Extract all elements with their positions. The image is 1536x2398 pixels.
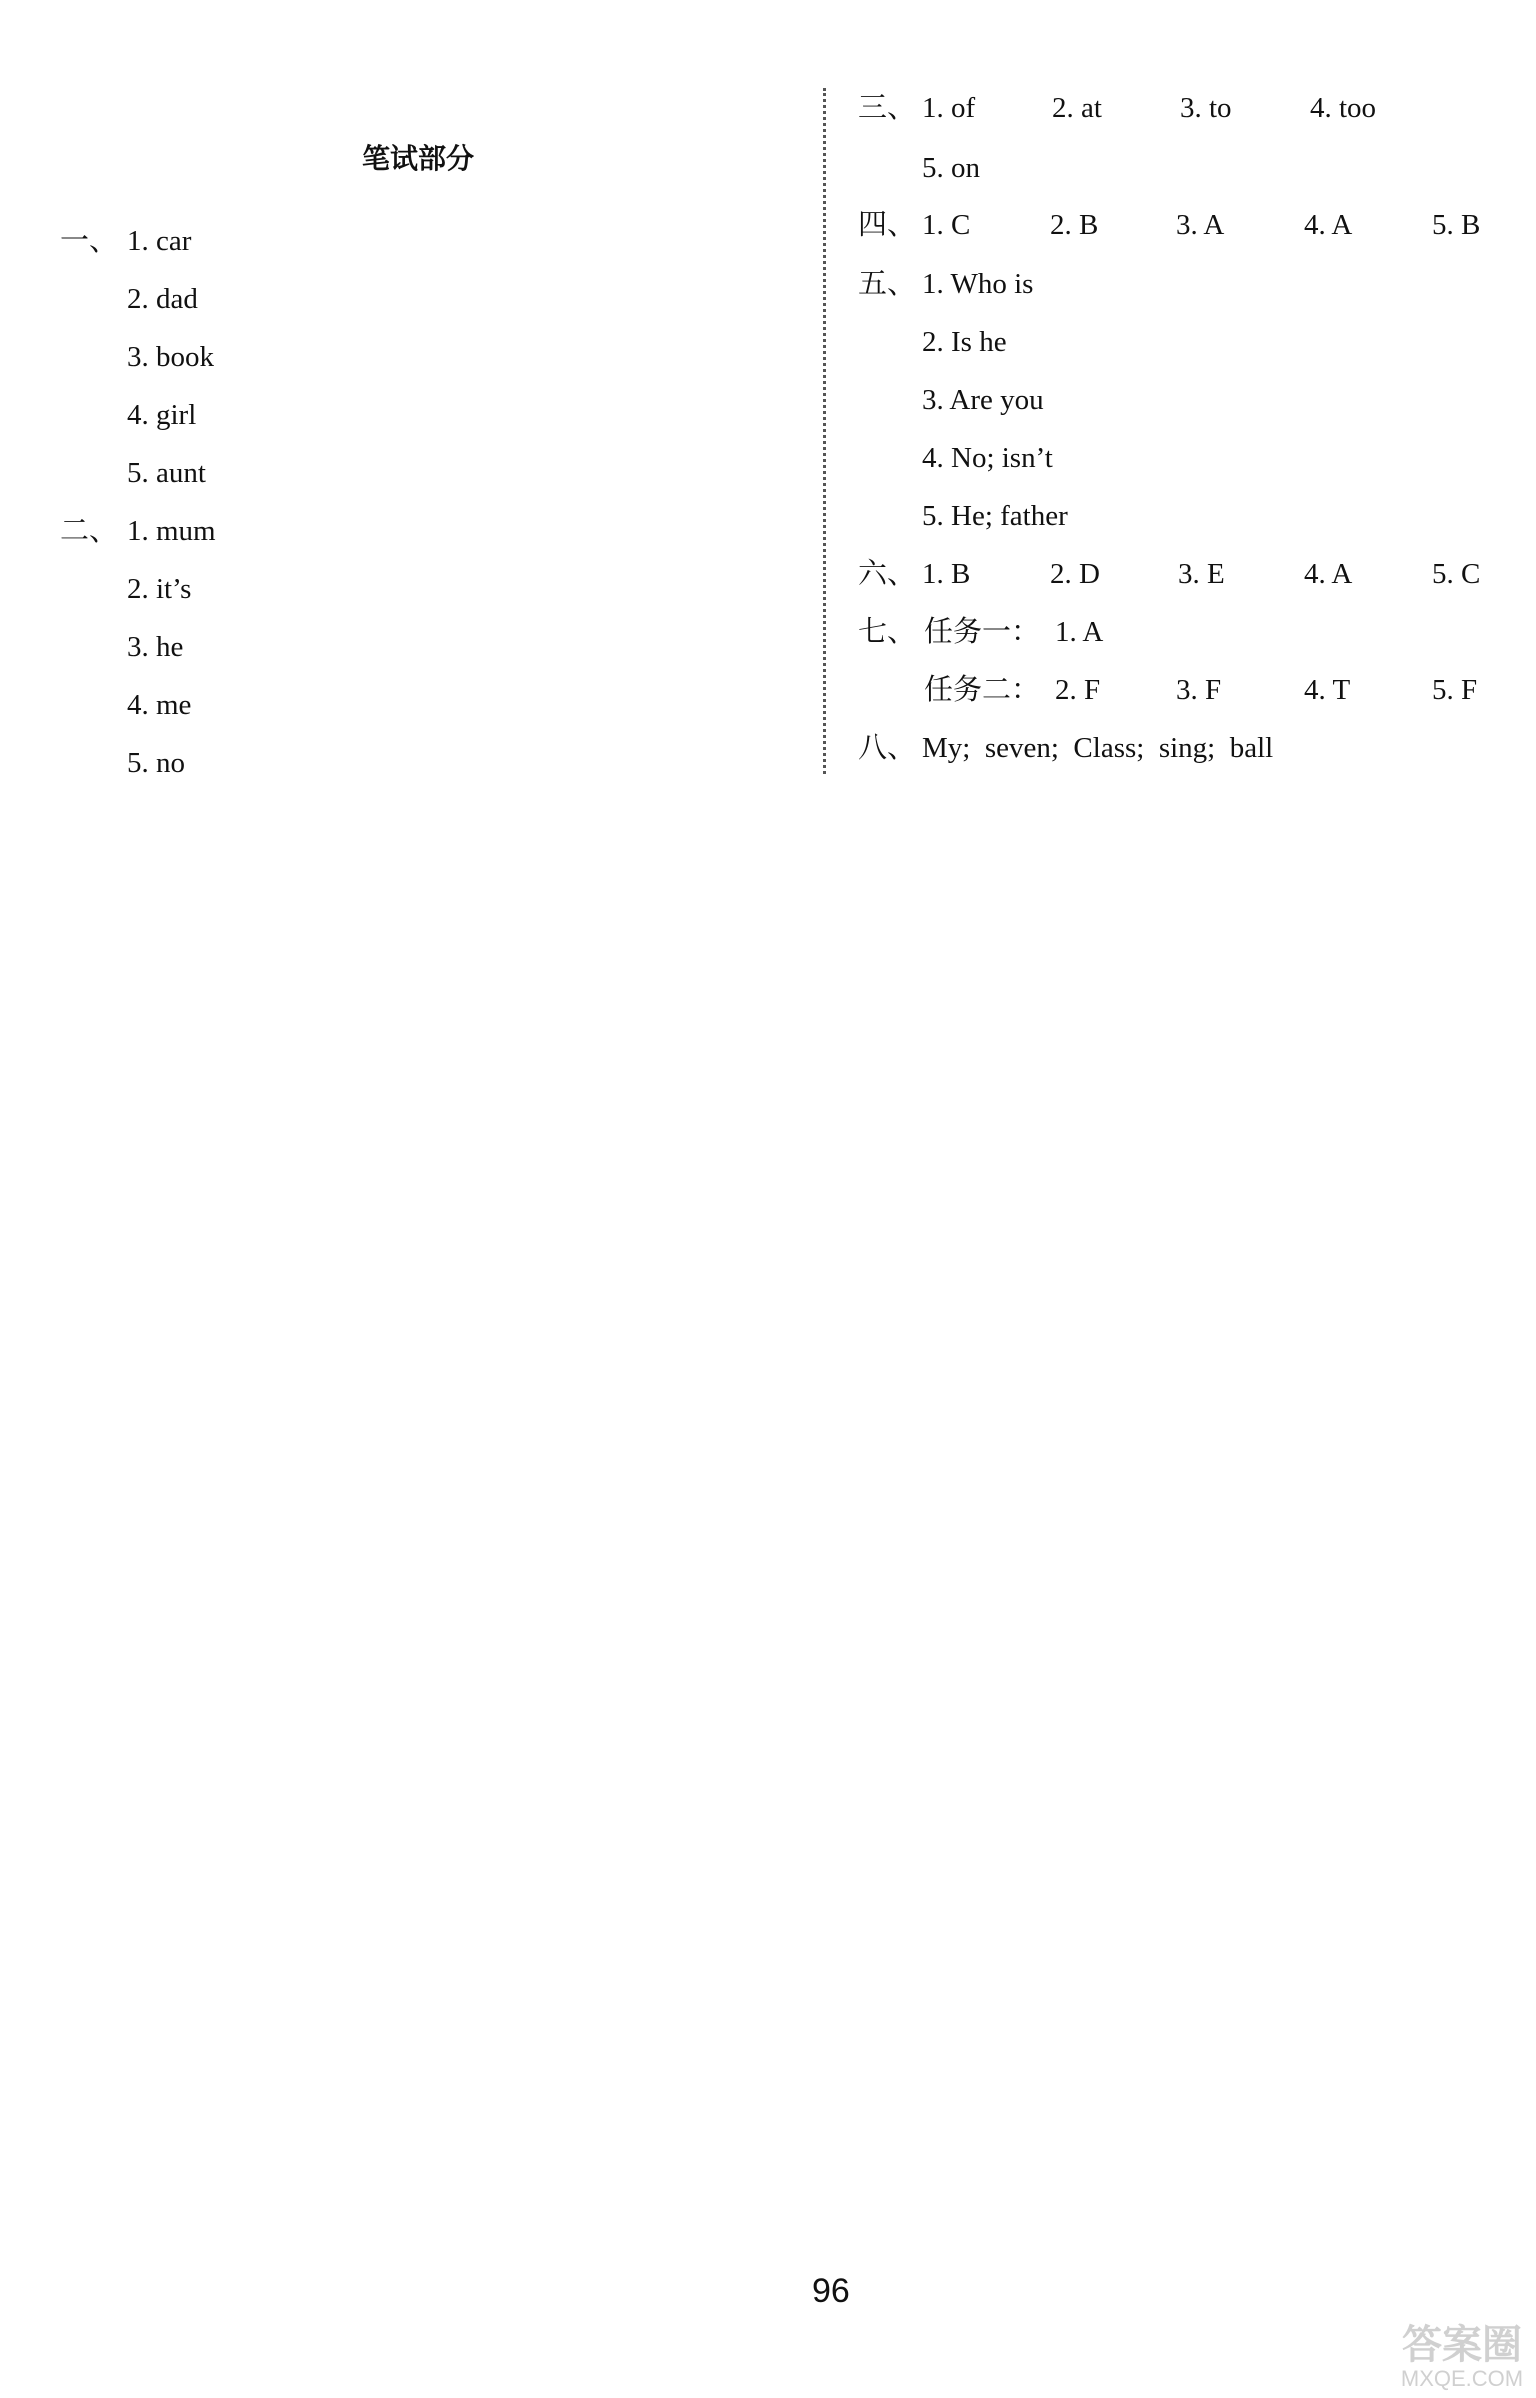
answer-item: 3. Are you xyxy=(922,384,1044,416)
answer-item: 2. B xyxy=(1050,209,1099,241)
column-divider xyxy=(823,88,826,774)
answer-item: 1. of xyxy=(922,92,976,124)
section-title: 笔试部分 xyxy=(362,142,475,175)
answer-item: 2. it’s xyxy=(127,573,192,605)
answer-item: 4. girl xyxy=(127,399,197,431)
answer-item: 1. C xyxy=(922,209,971,241)
answer-item: 4. too xyxy=(1310,92,1377,124)
answer-item: 3. to xyxy=(1180,92,1232,124)
answer-item: 2. D xyxy=(1050,558,1100,590)
page-number: 96 xyxy=(812,2272,850,2310)
answer-item: 3. E xyxy=(1178,558,1225,590)
answer-item: 4. A xyxy=(1304,558,1353,590)
answer-item: 4. A xyxy=(1304,209,1353,241)
answer-item: 2. F xyxy=(1055,674,1101,706)
question-label-8: 八、 xyxy=(858,732,917,764)
answer-item: 1. car xyxy=(127,225,192,257)
answer-item: 2. at xyxy=(1052,92,1102,124)
answer-item: 5. B xyxy=(1432,209,1481,241)
watermark-logo: 答案圈 xyxy=(1402,2323,1522,2367)
answer-item: 2. Is he xyxy=(922,326,1007,358)
answer-item: 3. book xyxy=(127,341,214,373)
answer-item: 3. F xyxy=(1176,674,1222,706)
answer-item: 1. mum xyxy=(127,515,216,547)
answer-item: 1. Who is xyxy=(922,268,1034,300)
answer-item: 3. he xyxy=(127,631,184,663)
watermark-site: MXQE.COM xyxy=(1400,2366,1524,2391)
answer-item: 4. me xyxy=(127,689,192,721)
question-label-3: 三、 xyxy=(858,92,917,124)
answer-item: 4. No; isn’t xyxy=(922,442,1053,474)
answer-item: 3. A xyxy=(1176,209,1225,241)
answer-item: 5. F xyxy=(1432,674,1478,706)
answer-item: 4. T xyxy=(1304,674,1351,706)
question-label-4: 四、 xyxy=(858,209,917,241)
answer-item: 5. He; father xyxy=(922,500,1068,532)
answer-item: 5. C xyxy=(1432,558,1481,590)
task-label: 任务二： xyxy=(924,674,1041,706)
question-label-7: 七、 xyxy=(858,616,917,648)
answer-item: 2. dad xyxy=(127,283,198,315)
watermark xyxy=(1400,2323,1524,2393)
answer-item: 5. no xyxy=(127,747,185,779)
question-label-6: 六、 xyxy=(858,558,917,590)
task-label: 任务一： xyxy=(924,616,1041,648)
answer-item: 5. on xyxy=(922,152,980,184)
question-label-2: 二、 xyxy=(60,515,119,547)
answer-item: 1. B xyxy=(922,558,971,590)
question-label-1: 一、 xyxy=(60,225,119,257)
answer-item: 1. A xyxy=(1055,616,1104,648)
answer-item: My; seven; Class; sing; ball xyxy=(922,732,1274,764)
question-label-5: 五、 xyxy=(858,268,917,300)
answer-item: 5. aunt xyxy=(127,457,206,489)
